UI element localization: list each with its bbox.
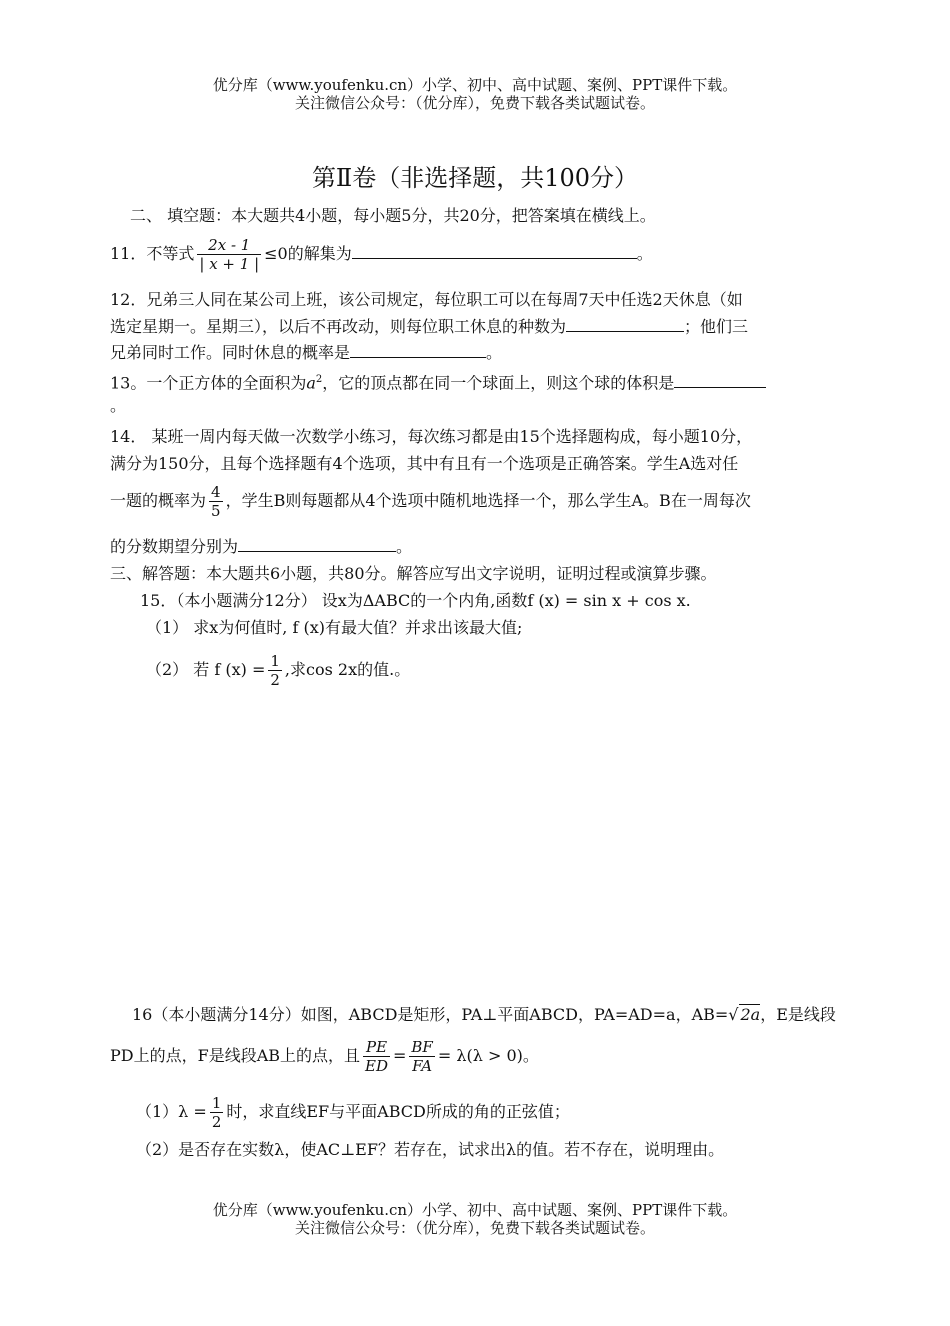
question-15-part-2 [146,652,410,689]
question-12-line-1: 12．兄弟三人同在某公司上班，该公司规定，每位职工可以在每周7天中任选2天休息（如 [110,290,743,309]
question-13 [110,369,766,394]
q12-text-d: 。 [486,343,503,362]
header-line-1: 优分库（www.youfenku.cn）小学、初中、高中试题、案例、PPT课件下载。 [212,76,738,94]
q14-answer-blank[interactable] [238,535,396,552]
question-14-line-2: 满分为150分，且每个选择题有4个选项，其中有且有一个选项是正确答案。学生A选对任 [110,454,739,473]
q13-suffix: ，它的顶点都在同一个球面上，则这个球的体积是 [322,373,675,393]
section-3-heading: 三、解答题：本大题共6小题，共80分。解答应写出文字说明，证明过程或演算步骤。 [110,564,717,583]
q11-answer-blank[interactable] [352,242,637,259]
q12-text-c: 兄弟同时工作。同时休息的概率是 [110,343,351,362]
q11-relation: ≤0的解集为 [264,244,352,263]
question-12-line-2 [110,315,748,338]
footer-line-2: 关注微信公众号：（优分库），免费下载各类试题试卷。 [294,1219,655,1237]
question-14-line-3 [110,483,751,520]
q14-fraction [209,483,223,520]
q11-end: 。 [636,244,653,263]
q16-p1-denominator: 2 [211,1113,222,1131]
q15-p2-text-b: ,求cos 2x的值.。 [284,660,411,679]
question-15-part-1: （1） 求x为何值时, f (x)有最大值？并求出该最大值; [146,618,523,637]
question-15-stem: 15．（本小题满分12分） 设x为ΔABC的一个内角,函数f (x) = sin x + cos x. [140,591,691,610]
q16-f1-denominator: ED [365,1057,388,1075]
q13-exponent: 2 [315,374,323,385]
page-header [0,76,950,112]
q13-answer-blank[interactable] [674,371,766,388]
header-line-2: 关注微信公众号：（优分库），免费下载各类试题试卷。 [294,94,655,112]
q12-answer-blank-2[interactable] [350,341,486,358]
q15-numerator: 1 [270,652,280,670]
page-title: 第Ⅱ卷（非选择题，共100分） [311,164,639,192]
q11-fraction [197,236,261,273]
q13-prefix: 13。一个正方体的全面积为 [110,373,307,393]
question-16-part-2: （2）是否存在实数λ，使AC⊥EF？若存在，试求出λ的值。若不存在，说明理由。 [136,1140,725,1159]
q12-text-b: ；他们三 [684,317,749,336]
q16-text-c: PD上的点，F是线段AB上的点，且 [110,1046,361,1065]
q16-equals: = [393,1046,407,1065]
q16-sqrt-content: 2a [740,1005,761,1024]
q15-p2-text-a: （2） 若 f (x) = [146,660,266,679]
question-11 [110,236,653,273]
q16-p1-text-b: 时，求直线EF与平面ABCD所成的角的正弦值； [226,1102,570,1121]
page-footer [0,1201,950,1237]
q12-answer-blank-1[interactable] [566,315,684,332]
q16-fraction-1 [363,1038,390,1075]
q16-text-b: ，E是线段 [760,1005,836,1024]
q14-text-c: 的分数期望分别为 [110,537,239,556]
q14-denominator: 5 [211,502,221,520]
q16-f2-denominator: FA [412,1057,433,1075]
q13-end: 。 [110,396,127,415]
q16-p1-fraction [210,1094,224,1131]
q16-f2-numerator: BF [411,1038,433,1056]
q14-text-b: ，学生B则每题都从4个选项中随机地选择一个，那么学生A。B在一周每次 [225,491,751,510]
question-14-line-4 [110,535,412,558]
q14-text-d: 。 [396,537,413,556]
q13-var: a [306,373,316,393]
q16-f1-numerator: PE [363,1038,390,1057]
question-16-line-2 [110,1038,539,1075]
q16-p1-numerator: 1 [211,1094,222,1112]
question-14-line-1: 14． 某班一周内每天做一次数学小练习，每次练习都是由15个选择题构成，每小题10分， [110,427,753,446]
footer-line-1: 优分库（www.youfenku.cn）小学、初中、高中试题、案例、PPT课件下载。 [212,1201,738,1219]
question-16-part-1 [136,1094,570,1131]
sqrt-icon: √ [728,1005,739,1024]
q16-fraction-2 [409,1038,434,1075]
q11-numerator: 2x - 1 [197,236,261,255]
q14-numerator: 4 [211,483,221,501]
q14-text-a: 一题的概率为 [110,491,207,510]
q11-prefix: 11．不等式 [110,244,195,263]
q15-fraction [268,652,282,689]
q16-text-a: 16（本小题满分14分）如图，ABCD是矩形，PA⊥平面ABCD，PA=AD=a，AB= [132,1005,729,1024]
q11-denominator: | x + 1 | [199,255,260,273]
q15-denominator: 2 [270,671,280,689]
question-12-line-3 [110,341,502,364]
question-16-line-1 [132,1004,836,1026]
q16-p1-text-a: （1）λ = [136,1102,207,1121]
q12-text-a: 选定星期一。星期三），以后不再改动，则每位职工休息的种数为 [110,317,567,336]
q16-text-d: = λ(λ > 0)。 [437,1046,539,1065]
section-2-heading: 二、 填空题：本大题共4小题，每小题5分，共20分，把答案填在横线上。 [130,206,656,225]
